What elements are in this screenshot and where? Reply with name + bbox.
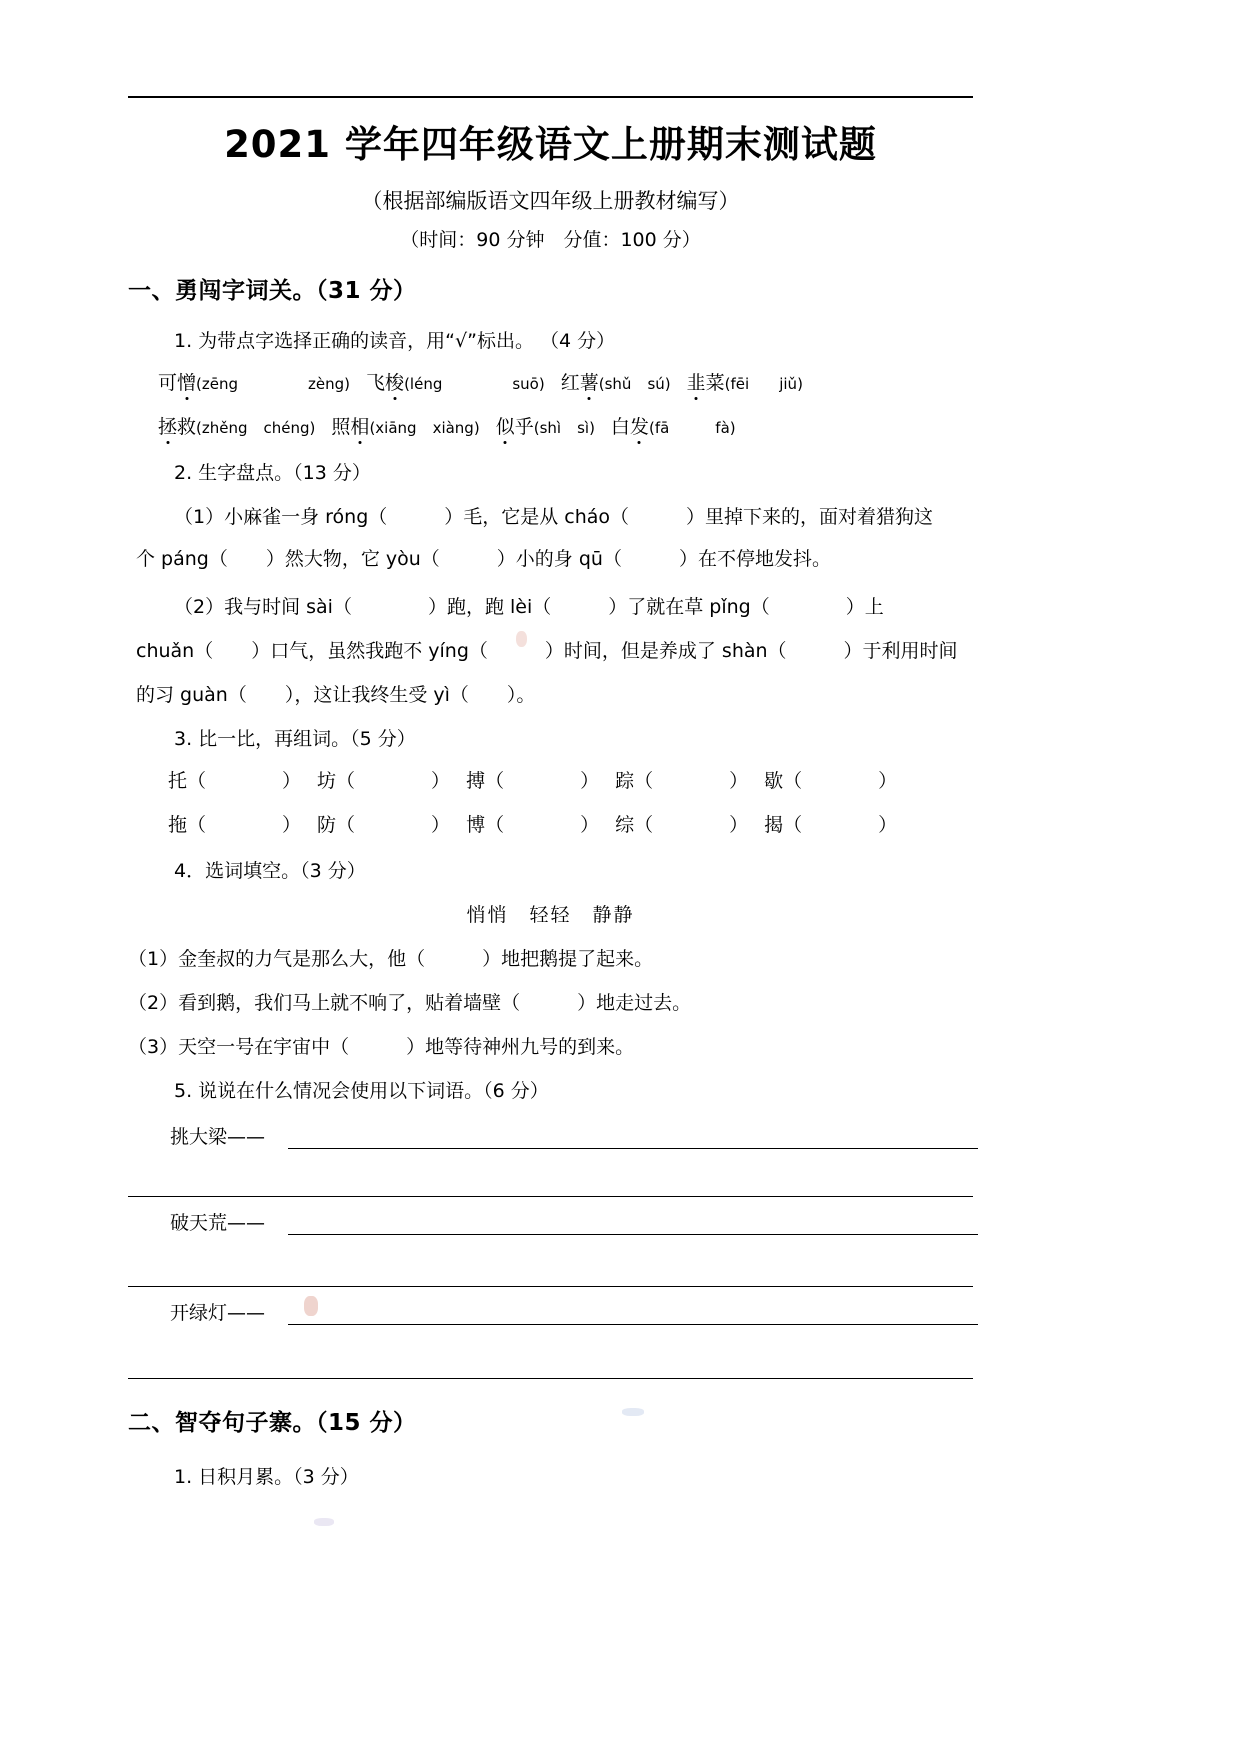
- question-2-para2-line1[interactable]: （2）我与时间 sài（ ）跑，跑 lèi（ ）了就在草 pǐng（ ）上: [174, 596, 884, 618]
- dotted-char: 似: [496, 412, 515, 439]
- header-divider-top: [128, 96, 973, 98]
- compare-char: 综: [615, 814, 635, 836]
- question-2-para1-line1[interactable]: （1）小麻雀一身 róng（ ）毛，它是从 cháo（ ）里掉下来的，面对着猎狗这: [174, 506, 934, 528]
- pinyin-row-2: [158, 412, 736, 439]
- paper-smudge: [304, 1296, 318, 1316]
- idiom-label-3: 开绿灯——: [170, 1302, 266, 1324]
- compare-word-cell[interactable]: [168, 814, 301, 836]
- word-prefix: 红: [560, 372, 580, 394]
- answer-bracket[interactable]: （ ）: [783, 814, 898, 836]
- question-2-prompt: 2. 生字盘点。（13 分）: [174, 462, 371, 484]
- dotted-char: 拯: [158, 412, 177, 439]
- answer-bracket[interactable]: （ ）: [187, 814, 302, 836]
- pinyin-option-b[interactable]: sì: [577, 419, 590, 437]
- pinyin-option-a[interactable]: fā: [654, 419, 670, 437]
- answer-line-1b[interactable]: [128, 1196, 973, 1197]
- pinyin-option-a[interactable]: léng: [409, 375, 443, 393]
- dotted-char: 相: [350, 412, 369, 439]
- compare-word-cell[interactable]: [615, 814, 748, 836]
- answer-bracket[interactable]: （ ）: [187, 770, 302, 792]
- pinyin-option-b[interactable]: jiǔ: [779, 375, 798, 393]
- pinyin-option-b[interactable]: chéng: [263, 419, 310, 437]
- idiom-label-1: 挑大梁——: [170, 1126, 266, 1148]
- question-2-para2-line2[interactable]: chuǎn（ ）口气，虽然我跑不 yíng（ ）时间，但是养成了 shàn（ ）于利用时间: [136, 640, 958, 662]
- idiom-label-2: 破天荒——: [170, 1212, 266, 1234]
- answer-bracket[interactable]: （ ）: [783, 770, 898, 792]
- pinyin-option-a[interactable]: zhěng: [201, 419, 248, 437]
- compare-word-cell[interactable]: [466, 770, 599, 792]
- answer-bracket[interactable]: （ ）: [634, 770, 749, 792]
- pinyin-option-b[interactable]: fà: [715, 419, 730, 437]
- pinyin-option-b[interactable]: suō: [512, 375, 539, 393]
- pinyin-item[interactable]: 可憎(zēng zèng): [158, 372, 350, 394]
- pinyin-option-a[interactable]: shǔ: [604, 375, 632, 393]
- pinyin-item[interactable]: 飞梭(léng suō): [366, 372, 545, 394]
- word-prefix: 照: [331, 416, 351, 438]
- compare-char: 托: [168, 770, 188, 792]
- word-prefix: 飞: [366, 372, 386, 394]
- pinyin-option-b[interactable]: sú: [647, 375, 665, 393]
- compare-char: 博: [466, 814, 486, 836]
- pinyin-item[interactable]: 韭菜(fēi jiǔ): [687, 372, 803, 394]
- page-subtitle: （根据部编版语文四年级上册教材编写）: [361, 189, 740, 213]
- section-heading-two: 二、智夺句子寨。（15 分）: [128, 1410, 417, 1436]
- dotted-char: 韭: [687, 368, 706, 395]
- page-title: 2021 学年四年级语文上册期末测试题: [224, 123, 877, 166]
- pinyin-option-a[interactable]: zēng: [201, 375, 239, 393]
- answer-line-2a[interactable]: [288, 1234, 978, 1235]
- compare-char: 防: [317, 814, 337, 836]
- dotted-char: 薯: [580, 368, 599, 395]
- question-4-item-3[interactable]: （3）天空一号在宇宙中（ ）地等待神州九号的到来。: [128, 1036, 635, 1058]
- answer-bracket[interactable]: （ ）: [336, 770, 451, 792]
- dotted-char: 梭: [385, 368, 404, 395]
- pinyin-item[interactable]: 拯救(zhěng chéng): [158, 416, 315, 438]
- compare-words-row-1: [168, 766, 897, 793]
- compare-char: 踪: [615, 770, 635, 792]
- pinyin-item[interactable]: 照相(xiāng xiàng): [331, 416, 479, 438]
- compare-word-cell[interactable]: [764, 814, 897, 836]
- pinyin-row-1: [158, 368, 803, 395]
- answer-bracket[interactable]: （ ）: [485, 814, 600, 836]
- question-5-prompt: 5. 说说在什么情况会使用以下词语。（6 分）: [174, 1080, 549, 1102]
- dotted-char: 发: [630, 412, 649, 439]
- section-heading-one: 一、勇闯字词关。（31 分）: [128, 278, 417, 304]
- question-1-prompt: 1. 为带点字选择正确的读音，用“√”标出。 （4 分）: [174, 330, 616, 352]
- paper-smudge: [622, 1408, 644, 1416]
- answer-line-3a[interactable]: [288, 1324, 978, 1325]
- question-3-prompt: 3. 比一比，再组词。（5 分）: [174, 728, 416, 750]
- answer-line-1a[interactable]: [288, 1148, 978, 1149]
- pinyin-item[interactable]: 似乎(shì sì): [496, 416, 595, 438]
- pinyin-option-b[interactable]: xiàng: [432, 419, 474, 437]
- compare-words-row-2: [168, 810, 897, 837]
- compare-word-cell[interactable]: [168, 770, 301, 792]
- dotted-char: 憎: [177, 368, 196, 395]
- section-two-question-1-prompt: 1. 日积月累。（3 分）: [174, 1466, 359, 1488]
- question-4-item-1[interactable]: （1）金奎叔的力气是那么大，他（ ）地把鹅提了起来。: [128, 948, 654, 970]
- pinyin-option-a[interactable]: xiāng: [375, 419, 417, 437]
- pinyin-option-a[interactable]: fēi: [730, 375, 750, 393]
- word-prefix: 可: [158, 372, 178, 394]
- compare-char: 歇: [764, 770, 784, 792]
- word-bank: 悄悄 轻轻 静静: [466, 904, 635, 926]
- question-2-para1-line2[interactable]: 个 páng（ ）然大物，它 yòu（ ）小的身 qū（ ）在不停地发抖。: [136, 548, 831, 570]
- answer-bracket[interactable]: （ ）: [634, 814, 749, 836]
- compare-word-cell[interactable]: [764, 770, 897, 792]
- question-4-prompt: 4．选词填空。（3 分）: [174, 860, 366, 882]
- word-suffix: 乎: [514, 416, 534, 438]
- compare-word-cell[interactable]: [615, 770, 748, 792]
- answer-bracket[interactable]: （ ）: [485, 770, 600, 792]
- pinyin-option-b[interactable]: zèng: [308, 375, 345, 393]
- compare-word-cell[interactable]: [317, 770, 450, 792]
- pinyin-option-a[interactable]: shì: [539, 419, 562, 437]
- paper-smudge: [516, 631, 527, 647]
- pinyin-item[interactable]: 红薯(shǔ sú): [561, 372, 671, 394]
- exam-info: （时间：90 分钟 分值：100 分）: [400, 229, 701, 251]
- question-4-item-2[interactable]: （2）看到鹅，我们马上就不响了，贴着墙壁（ ）地走过去。: [128, 992, 692, 1014]
- compare-char: 搏: [466, 770, 486, 792]
- compare-char: 拖: [168, 814, 188, 836]
- answer-bracket[interactable]: （ ）: [336, 814, 451, 836]
- compare-word-cell[interactable]: [466, 814, 599, 836]
- compare-char: 揭: [764, 814, 784, 836]
- word-suffix: 救: [177, 416, 197, 438]
- pinyin-item[interactable]: 白发(fā fà): [611, 416, 736, 438]
- question-2-para2-line3[interactable]: 的习 guàn（ ），这让我终生受 yì（ ）。: [136, 684, 536, 706]
- compare-char: 坊: [317, 770, 337, 792]
- answer-line-2b[interactable]: [128, 1286, 973, 1287]
- word-suffix: 菜: [705, 372, 725, 394]
- word-prefix: 白: [610, 416, 630, 438]
- answer-line-3b[interactable]: [128, 1378, 973, 1379]
- paper-smudge: [314, 1518, 334, 1526]
- compare-word-cell[interactable]: [317, 814, 450, 836]
